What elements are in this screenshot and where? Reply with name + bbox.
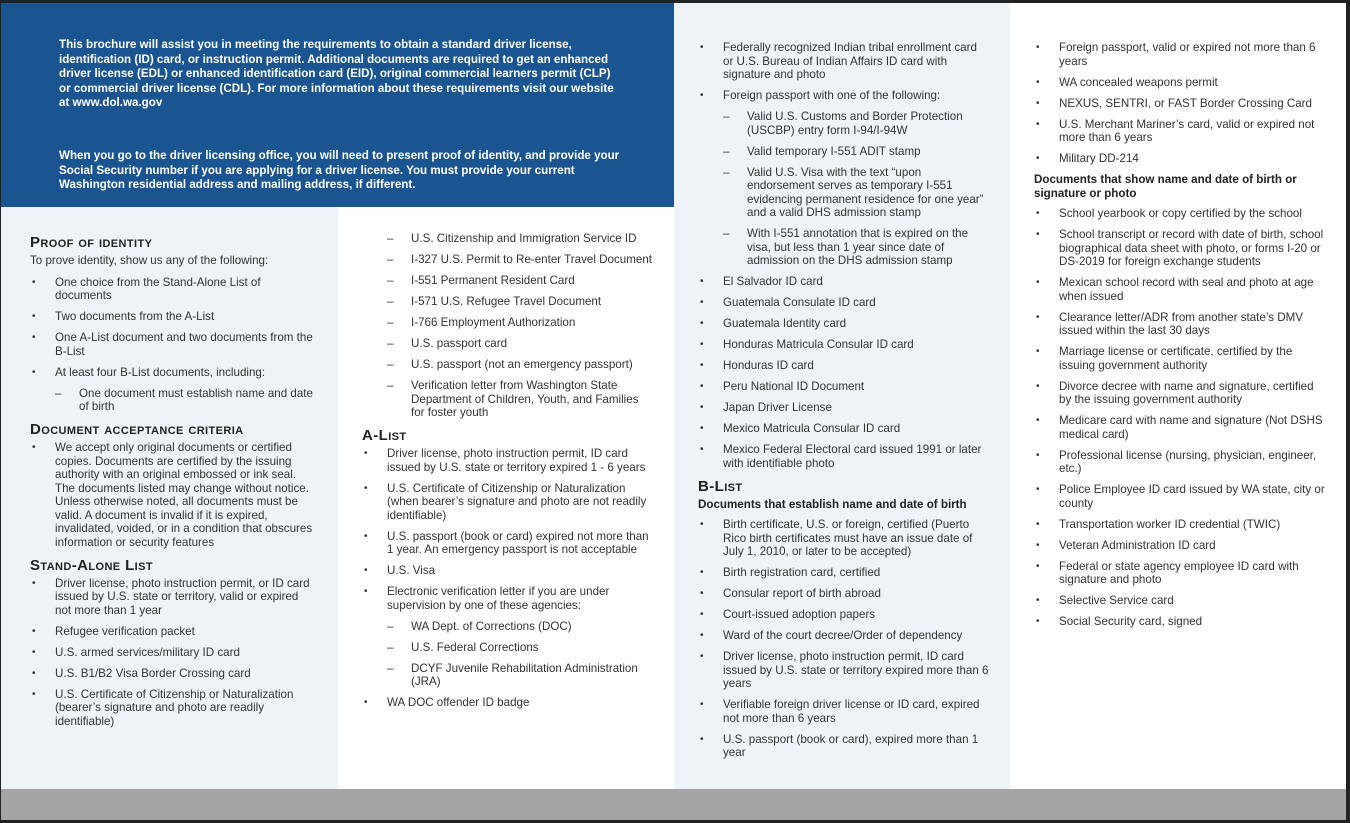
bullet-item: • Court-issued adoption papers — [698, 608, 990, 622]
bullet-item: • Mexico Matricula Consular ID card — [698, 422, 990, 436]
bullet-item: • Military DD-214 — [1034, 152, 1326, 166]
bullet-item: • Social Security card, signed — [1034, 615, 1326, 629]
sub-item: – Valid U.S. Customs and Border Protection (USCBP) entry form I-94/I-94W — [698, 110, 990, 137]
bullet-item: • One choice from the Stand-Alone List of documents — [30, 276, 315, 303]
bullet-item: • Verifiable foreign driver license or ID card, expired not more than 6 years — [698, 698, 990, 725]
intro-paragraph: This brochure will assist you in meeting the requirements to obtain a standard driver license, identification (ID) card, or instruction permit. Additional documents are required to get an enhanced driver license (EDL) or enhanced identification card (EID), original commercial learners permit (CLP) or commercial driver license (CDL). For more information about these requirements visit our website at www.dol.wa.gov — [59, 38, 614, 110]
column-2-content — [362, 232, 652, 717]
bullet-item: • School transcript or record with date of birth, school biographical data sheet with photo, or forms I-20 or DS-2019 for foreign exchange students — [1034, 228, 1326, 269]
bullet-item: • Japan Driver License — [698, 401, 990, 415]
sub-item: – Verification letter from Washington State Department of Children, Youth, and Families for foster youth — [362, 379, 652, 420]
paragraph: To prove identity, show us any of the following: — [30, 254, 269, 267]
bullet-item: • Driver license, photo instruction permit, ID card issued by U.S. state or territory expired more than 6 years — [698, 650, 990, 691]
sub-item: – Valid temporary I-551 ADIT stamp — [698, 145, 990, 159]
bullet-item: • One A-List document and two documents from the B-List — [30, 331, 315, 358]
footer-bar — [1, 789, 1346, 820]
bullet-item: • U.S. passport (book or card), expired more than 1 year — [698, 733, 990, 760]
bullet-item: • Driver license, photo instruction permit, ID card issued by U.S. state or territory expired 1 - 6 years — [362, 447, 652, 474]
bullet-item: • U.S. armed services/military ID card — [30, 646, 315, 660]
bullet-item: • Marriage license or certificate, certified by the issuing government authority — [1034, 345, 1326, 372]
bullet-item: • Guatemala Consulate ID card — [698, 296, 990, 310]
bullet-item: • Peru National ID Document — [698, 380, 990, 394]
sub-item: – U.S. passport card — [362, 337, 652, 351]
sub-item: – I-766 Employment Authorization — [362, 316, 652, 330]
column-4-content — [1034, 41, 1326, 636]
bullet-item: • U.S. B1/B2 Visa Border Crossing card — [30, 667, 315, 681]
bullet-item: • WA concealed weapons permit — [1034, 76, 1326, 90]
bullet-item: • Refugee verification packet — [30, 625, 315, 639]
section-heading: Stand-Alone List — [30, 556, 153, 574]
bullet-item: • Medicare card with name and signature (Not DSHS medical card) — [1034, 414, 1326, 441]
subheading: Documents that show name and date of birth or signature or photo — [1034, 173, 1297, 200]
bullet-item: • School yearbook or copy certified by the school — [1034, 207, 1326, 221]
bullet-item: • Federally recognized Indian tribal enrollment card or U.S. Bureau of Indian Affairs ID card with signature and photo — [698, 41, 990, 82]
bullet-item: • Clearance letter/ADR from another state’s DMV issued within the last 30 days — [1034, 311, 1326, 338]
bullet-item: • WA DOC offender ID badge — [362, 696, 652, 710]
sub-item: – With I-551 annotation that is expired on the visa, but less than 1 year since date of admission on the DHS admission stamp — [698, 227, 990, 268]
column-4 — [1010, 3, 1346, 789]
bullet-item: • Divorce decree with name and signature, certified by the issuing government authority — [1034, 380, 1326, 407]
bullet-item: • Ward of the court decree/Order of dependency — [698, 629, 990, 643]
bullet-item: • We accept only original documents or certified copies. Documents are certified by the issuing authority with an original embossed or ink seal. The documents listed may change without notice. Unless otherwise noted, all documents must be valid. A document is invalid if it is expired, invalidated, voided, or in a condition that obscures information or security features — [30, 441, 315, 549]
intro-banner — [1, 3, 674, 207]
sub-item: – DCYF Juvenile Rehabilitation Administration (JRA) — [362, 662, 652, 689]
sub-item: – Valid U.S. Visa with the text “upon endorsement serves as temporary I-551 evidencing permanent residence for one year” and a valid DHS admission stamp — [698, 166, 990, 220]
bullet-item: • Foreign passport with one of the following: — [698, 89, 990, 103]
bullet-item: • Foreign passport, valid or expired not more than 6 years — [1034, 41, 1326, 68]
office-paragraph: When you go to the driver licensing office, you will need to present proof of identity, and provide your Social Security number if you are applying for a driver license. You must provide your current Washington residential address and mailing address, if different. — [59, 148, 620, 192]
bullet-item: • Two documents from the A-List — [30, 310, 315, 324]
section-heading: Document acceptance criteria — [30, 421, 244, 438]
column-3-content — [698, 41, 990, 767]
bullet-item: • Selective Service card — [1034, 594, 1326, 608]
bullet-item: • Honduras ID card — [698, 359, 990, 373]
bullet-item: • U.S. passport (book or card) expired not more than 1 year. An emergency passport is not acceptable — [362, 530, 652, 557]
bullet-item: • Consular report of birth abroad — [698, 587, 990, 601]
column-1-content — [30, 231, 315, 736]
bullet-item: • Birth certificate, U.S. or foreign, certified (Puerto Rico birth certificates must have an issue date of July 1, 2010, or later to be accepted) — [698, 518, 990, 559]
bullet-item: • U.S. Visa — [362, 564, 652, 578]
bullet-item: • Guatemala Identity card — [698, 317, 990, 331]
bullet-item: • U.S. Merchant Mariner’s card, valid or expired not more than 6 years — [1034, 118, 1326, 145]
bullet-item: • Electronic verification letter if you are under supervision by one of these agencies: — [362, 585, 652, 612]
sub-item: – I-551 Permanent Resident Card — [362, 274, 652, 288]
sub-item: – U.S. passport (not an emergency passport) — [362, 358, 652, 372]
bullet-item: • Mexican school record with seal and photo at age when issued — [1034, 276, 1326, 303]
section-heading: Proof of identity — [30, 234, 153, 251]
sub-item: – I-327 U.S. Permit to Re-enter Travel Document — [362, 253, 652, 267]
section-heading: A-List — [362, 427, 407, 444]
bullet-item: • Birth registration card, certified — [698, 566, 990, 580]
bullet-item: • U.S. Certificate of Citizenship or Naturalization (when bearer’s signature and photo are not readily identifiable) — [362, 482, 652, 523]
bullet-item: • Driver license, photo instruction permit, or ID card issued by U.S. state or territory, valid or expired not more than 1 year — [30, 577, 315, 618]
column-3 — [674, 3, 1010, 789]
bullet-item: • Professional license (nursing, physician, engineer, etc.) — [1034, 449, 1326, 476]
bullet-item: • Mexico Federal Electoral card issued 1991 or later with identifiable photo — [698, 443, 990, 470]
bullet-item: • Veteran Administration ID card — [1034, 539, 1326, 553]
bullet-item: • NEXUS, SENTRI, or FAST Border Crossing Card — [1034, 97, 1326, 111]
bullet-item: • Transportation worker ID credential (TWIC) — [1034, 518, 1326, 532]
section-heading: B-List — [698, 477, 743, 495]
bullet-item: • El Salvador ID card — [698, 275, 990, 289]
sub-item: – I-571 U.S. Refugee Travel Document — [362, 295, 652, 309]
bullet-item: • Honduras Matricula Consular ID card — [698, 338, 990, 352]
bullet-item: • Police Employee ID card issued by WA state, city or county — [1034, 483, 1326, 510]
brochure-page — [1, 3, 1346, 820]
bullet-item: • At least four B-List documents, including: — [30, 366, 315, 380]
sub-item: – One document must establish name and date of birth — [30, 387, 315, 414]
bullet-item: • U.S. Certificate of Citizenship or Naturalization (bearer’s signature and photo are readily identifiable) — [30, 688, 315, 729]
sub-item: – WA Dept. of Corrections (DOC) — [362, 620, 652, 634]
sub-item: – U.S. Federal Corrections — [362, 641, 652, 655]
sub-item: – U.S. Citizenship and Immigration Service ID — [362, 232, 652, 246]
bullet-item: • Federal or state agency employee ID card with signature and photo — [1034, 560, 1326, 587]
subheading: Documents that establish name and date of birth — [698, 497, 967, 511]
